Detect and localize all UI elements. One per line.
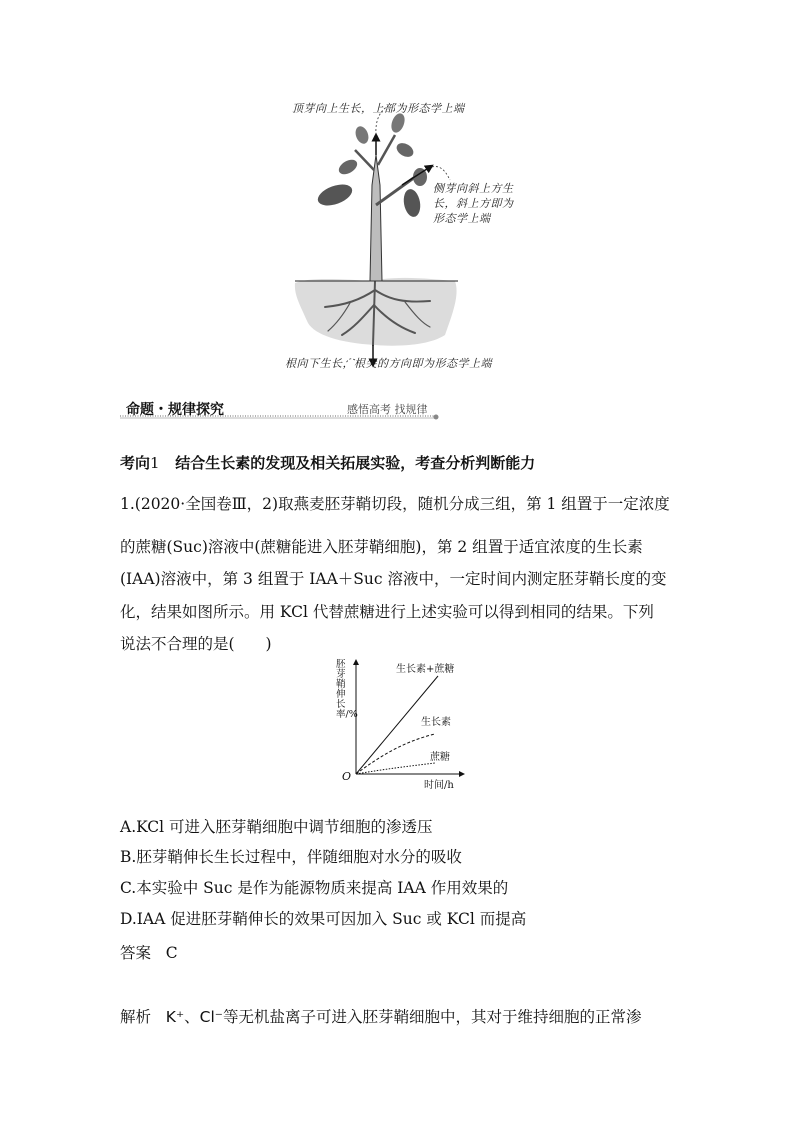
analysis-label: 解析	[120, 1008, 152, 1026]
label-side-bud-1: 侧芽向斜上方生	[433, 182, 514, 195]
label-side-bud-3: 形态学上端	[433, 212, 491, 225]
analysis-line	[120, 1005, 641, 1027]
x-axis-label: 时间/h	[424, 780, 454, 791]
answer-value: C	[165, 944, 178, 962]
option-c: C.本实验中 Suc 是作为能源物质来提高 IAA 作用效果的	[120, 879, 509, 897]
growth-chart	[330, 656, 470, 791]
label-root: 根向下生长，根尖的方向即为形态学上端	[285, 357, 492, 370]
section-title: 命题・规律探究	[126, 402, 224, 418]
question-line: 1.(2020·全国卷Ⅲ，2)取燕麦胚芽鞘切段，随机分成三组，第 1 组置于一定浓度	[120, 495, 670, 513]
y-axis-label: 胚芽鞘伸长率/%	[336, 659, 358, 720]
plant-figure	[280, 95, 520, 375]
series-label-iaa: 生长素	[421, 717, 451, 728]
topic-title: 结合生长素的发现及相关拓展实验，考查分析判断能力	[175, 454, 536, 472]
topic-prefix: 考向	[120, 454, 151, 472]
question-line: 化，结果如图所示。用 KCl 代替蔗糖进行上述实验可以得到相同的结果。下列	[120, 603, 654, 621]
option-a: A.KCl 可进入胚芽鞘细胞中调节细胞的渗透压	[120, 818, 433, 836]
label-side-bud-2: 长，斜上方即为	[433, 197, 514, 210]
topic-number: 1	[150, 454, 160, 472]
label-top-bud: 顶芽向上生长，上部为形态学上端	[292, 102, 465, 115]
question-line: 的蔗糖(Suc)溶液中(蔗糖能进入胚芽鞘细胞)，第 2 组置于适宜浓度的生长素	[120, 538, 643, 556]
question-line: 说法不合理的是( )	[120, 635, 272, 653]
series-label-iaa-suc: 生长素+蔗糖	[396, 664, 455, 675]
topic-heading	[120, 452, 535, 473]
series-label-suc: 蔗糖	[430, 752, 450, 763]
option-d: D.IAA 促进胚芽鞘伸长的效果可因加入 Suc 或 KCl 而提高	[120, 910, 527, 928]
section-subtitle: 感悟高考 找规律	[347, 403, 428, 416]
plant-illustration	[280, 95, 520, 375]
answer-line	[120, 941, 178, 963]
analysis-text: K⁺、Cl⁻等无机盐离子可进入胚芽鞘细胞中，其对于维持细胞的正常渗	[165, 1008, 642, 1026]
option-b: B.胚芽鞘伸长生长过程中，伴随细胞对水分的吸收	[120, 848, 462, 866]
answer-label: 答案	[120, 944, 152, 962]
origin-label: O	[342, 770, 352, 783]
question-line: (IAA)溶液中，第 3 组置于 IAA＋Suc 溶液中，一定时间内测定胚芽鞘长度的变	[120, 570, 667, 588]
series-suc	[356, 763, 435, 774]
